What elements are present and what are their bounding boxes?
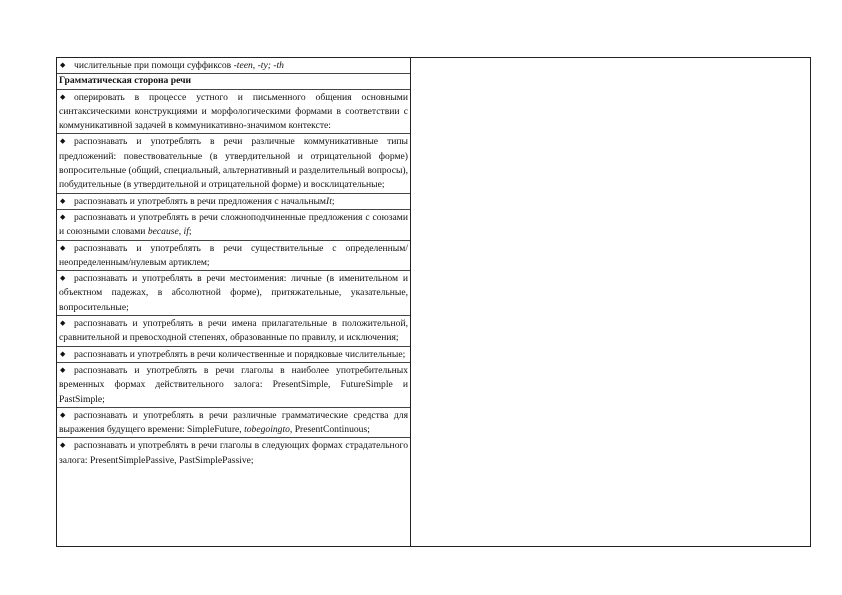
section-heading	[57, 74, 410, 89]
list-item	[57, 347, 410, 363]
bullet-icon: ◆	[60, 410, 66, 419]
bullet-icon: ◆	[60, 319, 66, 328]
item-text: распознавать и употреблять в речи существительные с определенным/ неопределенным/нулевым артиклем;	[59, 242, 408, 268]
bullet-icon: ◆	[60, 196, 66, 205]
list-item	[57, 58, 410, 74]
bullet-icon: ◆	[60, 365, 66, 374]
list-item	[57, 134, 410, 193]
bullet-icon: ◆	[60, 349, 66, 358]
bullet-icon: ◆	[60, 92, 66, 101]
content-table	[56, 57, 811, 547]
list-item	[57, 271, 410, 316]
item-text: распознавать и употреблять в речи предложения с начальным	[74, 195, 326, 207]
left-column	[57, 58, 410, 546]
bullet-icon: ◆	[60, 274, 66, 283]
item-text: распознавать и употреблять в речи различные грамматические средства для выражения будущего времени: SimpleFuture,	[59, 409, 408, 436]
right-column-empty	[411, 58, 810, 546]
item-text: распознавать и употреблять в речи сложноподчиненные предложения с союзами и союзными словами	[59, 211, 408, 238]
item-text: распознавать и употреблять в речи глаголы в следующих формах страдательного залога: PresentSimplePassive, PastSimplePassive;	[59, 440, 408, 466]
item-text: -teen, -ty; -th	[233, 60, 284, 71]
item-text: оперировать в процессе устного и письменного общения основными синтаксическими конструкциями и морфологическими формами в соответствии с коммуникативной задачей в коммуникативно-значимом контексте:	[59, 91, 408, 132]
bullet-icon: ◆	[60, 137, 66, 146]
item-text: распознавать и употреблять в речи имена прилагательные в положительной, сравнительной и превосходной степенях, образованные по правилу, и исключения;	[59, 318, 408, 344]
list-item	[57, 194, 410, 210]
list-item	[57, 438, 410, 468]
item-text: It	[326, 195, 332, 207]
item-text: распознавать и употреблять в речи различные коммуникативные типы предложений: повествовательные (в утвердительной и отрицательной форме) вопросительные (общий, специальный, альтернативный и разделительный вопросы), побудительные (в утвердительной и отрицательной форме) и восклицательные;	[59, 136, 408, 191]
item-text: числительные при помощи суффиксов	[74, 60, 234, 71]
bullet-icon: ◆	[60, 441, 66, 450]
list-item	[57, 90, 410, 135]
item-text: распознавать и употреблять в речи количественные и порядковые числительные;	[74, 348, 406, 360]
bullet-icon: ◆	[60, 61, 66, 69]
list-item	[57, 408, 410, 439]
item-text: распознавать и употреблять в речи местоимения: личные (в именительном и объектном падежах, в абсолютной форме), притяжательные, указательные, вопросительные;	[59, 273, 408, 313]
item-text: because, if	[147, 226, 189, 238]
bullet-icon: ◆	[60, 212, 66, 221]
item-text: распознавать и употреблять в речи глаголы в наиболее употребительных временных формах действительного залога: PresentSimple, FutureSimple и PastSimple;	[59, 364, 408, 405]
list-item	[57, 210, 410, 241]
bullet-icon: ◆	[60, 243, 66, 252]
item-text: Грамматическая сторона речи	[59, 75, 192, 87]
item-text: tobegoingto	[244, 424, 290, 436]
list-item	[57, 241, 410, 272]
list-item	[57, 363, 410, 408]
item-text: ;	[188, 226, 192, 238]
item-text: , PresentContinuous;	[289, 424, 370, 436]
item-text: ;	[331, 195, 335, 207]
list-item	[57, 316, 410, 347]
